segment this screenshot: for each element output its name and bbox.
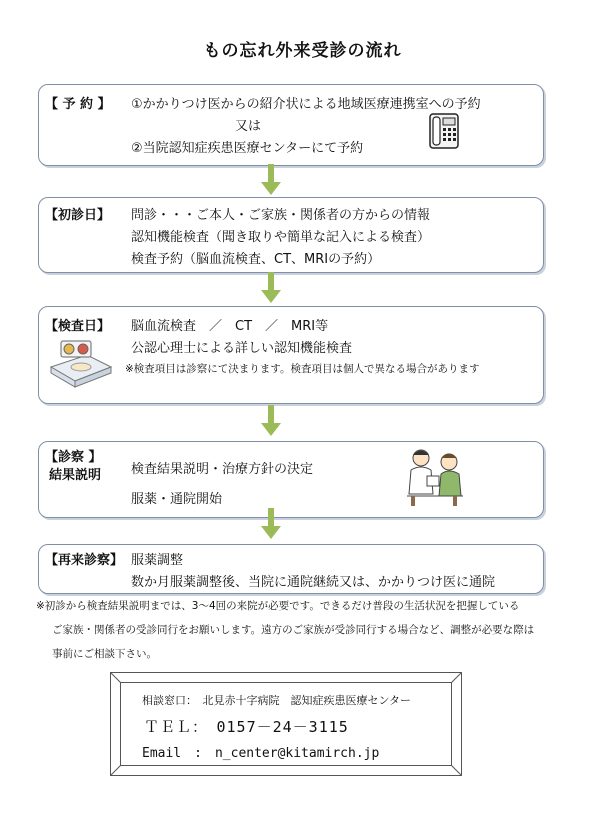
footnote: ※初診から検査結果説明までは、3～4回の来院が必要です。できるだけ普段の生活状況を把握している	[36, 600, 520, 612]
down-arrow-icon	[259, 405, 283, 437]
step-tag: 【初診日】	[45, 208, 111, 223]
footnote: 事前にご相談下さい。	[52, 648, 157, 660]
down-arrow-icon	[259, 508, 283, 540]
step-line: 数か月服薬調整後、当院に通院継続又は、かかりつけ医に通院	[131, 575, 496, 590]
step-tag: 【再来診察】	[45, 553, 124, 568]
step-revisit	[38, 544, 544, 594]
step-tag: 【診察 】	[45, 450, 102, 465]
step-line: ①かかりつけ医からの紹介状による地域医療連携室への予約	[131, 97, 481, 112]
step-result-explanation	[38, 441, 544, 518]
step-line: ②当院認知症疾患医療センターにて予約	[131, 141, 364, 156]
doctor-consultation-icon	[403, 446, 467, 512]
step-line: 検査予約（脳血流検査、CT、MRIの予約）	[131, 252, 381, 267]
step-exam-day	[38, 306, 544, 404]
step-line: 問診・・・ご本人・ご家族・関係者の方からの情報	[131, 208, 431, 223]
step-line: 又は	[235, 119, 262, 134]
down-arrow-icon	[259, 272, 283, 304]
step-line: 服薬調整	[131, 553, 184, 568]
step-line: 服薬・通院開始	[131, 492, 223, 507]
step-reservation	[38, 84, 544, 166]
contact-box	[110, 672, 462, 776]
scanner-equipment-icon	[47, 337, 115, 393]
step-line: 検査結果説明・治療方針の決定	[131, 462, 314, 477]
step-tag: 【 予 約 】	[45, 97, 111, 112]
telephone-icon	[429, 113, 459, 153]
footnote: ご家族・関係者の受診同行をお願いします。遠方のご家族が受診同行する場合など、調整が必要な際は	[52, 624, 535, 636]
contact-email: Email : n_center@kitamirch.jp	[142, 746, 380, 761]
step-line: 脳血流検査 ／ CT ／ MRI等	[131, 319, 329, 334]
contact-tel: ＴＥＬ： 0157－24－3115	[144, 718, 349, 736]
step-tag: 【検査日】	[45, 319, 111, 334]
step-first-visit	[38, 197, 544, 273]
step-note: ※検査項目は診察にて決まります。検査項目は個人で異なる場合があります	[125, 363, 480, 375]
page-title: もの忘れ外来受診の流れ	[203, 41, 402, 61]
contact-label: 相談窓口： 北見赤十字病院 認知症疾患医療センター	[142, 694, 412, 707]
down-arrow-icon	[259, 164, 283, 196]
step-line: 公認心理士による詳しい認知機能検査	[131, 341, 353, 356]
step-tag-sub: 結果説明	[49, 468, 102, 483]
step-line: 認知機能検査（聞き取りや簡単な記入による検査）	[131, 230, 431, 245]
